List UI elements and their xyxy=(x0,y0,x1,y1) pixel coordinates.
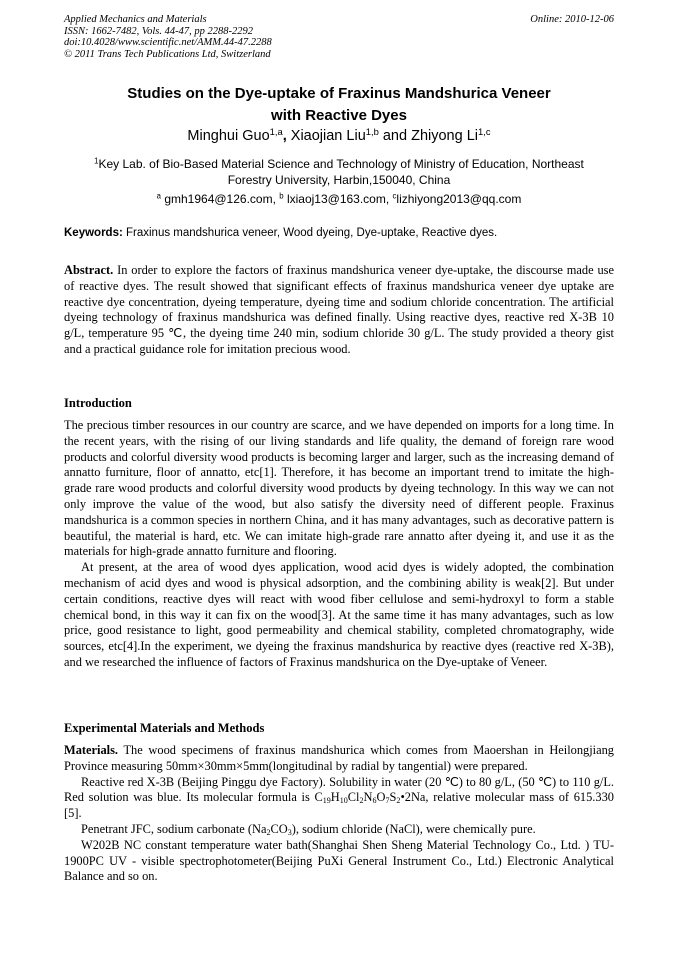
copyright-line: © 2011 Trans Tech Publications Ltd, Switzerland xyxy=(64,48,271,60)
paragraph-tail: •2Na, relative molecular mass of 615.330 [5]. xyxy=(64,790,614,821)
author-separator: , xyxy=(282,128,291,144)
email-list xyxy=(40,192,638,206)
email-sup: a xyxy=(156,191,161,201)
author-separator: and xyxy=(378,128,412,144)
paragraph: The wood specimens of fraxinus mandshurica which comes from Maoershan in Heilongjiang Province measuring 50mm×30mm×5mm(longitudinal by radial by tangential) were prepared. xyxy=(64,743,615,773)
materials-label: Materials. xyxy=(64,743,119,757)
formula-part: CO xyxy=(270,821,288,836)
running-header xyxy=(64,14,614,60)
molecular-formula xyxy=(323,790,401,804)
abstract-label: Abstract. xyxy=(64,263,114,277)
affiliation-line-1: Key Lab. of Bio-Based Material Science and Technology of Ministry of Education, Northeast xyxy=(98,157,584,171)
email-sup: b xyxy=(279,191,284,201)
author-name: Minghui Guo xyxy=(187,128,270,144)
subscript: 3 xyxy=(287,827,292,837)
abstract xyxy=(64,263,614,358)
subscript: 6 xyxy=(372,796,377,806)
subscript: 2 xyxy=(359,796,364,806)
author-name: Zhiyong Li xyxy=(411,128,478,144)
issn-line: ISSN: 1662-7482, Vols. 44-47, pp 2288-2292 xyxy=(64,25,253,37)
email: lizhiyong2013@qq.com xyxy=(396,192,522,206)
paragraph: The precious timber resources in our country are scarce, and we have depended on imports for a long time. In the recent years, with the rising of our living standards and life quality, the demand of foreign rare wood products and colorful diversity wood products is becoming larger and larger, such as the increasing demand of annatto furniture, floor of annatto, etc[1]. Therefore, it has become an important trend to imitate the high-grade rare wood products and colorful diversity wood products by dyeing technology. In this way we can not only improve the value of the wood, but also satisfy the diversity need of different people. Fraxinus mandshurica is a common species in northern China, and it has many advantages, such as decorative pattern is beautiful, the material is hard, etc. We can imitate high-grade rare annatto after dyeing it, and use it as the materials for high-grade annatto furniture and flooring. xyxy=(64,418,614,559)
paragraph: W202B NC constant temperature water bath(Shanghai Shen Sheng Material Technology Co., Ltd. ) TU-1900PC UV - visible spectrophotometer(Beijing PuXi General Instrument Co., Ltd.) Electronic Analytical Balance and so on. xyxy=(64,837,614,884)
title-line-1: Studies on the Dye-uptake of Fraxinus Mandshurica Veneer xyxy=(127,85,551,102)
doi-line: doi:10.4028/www.scientific.net/AMM.44-47.2288 xyxy=(64,37,272,48)
formula-part: Cl xyxy=(347,790,360,805)
abstract-text: In order to explore the factors of fraxinus mandshurica veneer dye-uptake, the discourse made use of reactive dyes. The result showed that significant effects of fraxinus mandshurica veneer dye uptake are reactive dye concentration, dyeing temperature, dyeing time and sodium chloride concentration. The artificial dyeing technology of fraxinus mandshurica was defined finally. Using reactive dyes, reactive red X-3B 10 g/L, temperature 95 ℃, the dyeing time 240 min, sodium chloride 30 g/L. The study provided a theory gist and a practical guidance role for imitation precious wood. xyxy=(64,263,614,356)
keywords-label: Keywords: xyxy=(64,227,123,239)
author-list xyxy=(40,125,638,144)
subscript: 2 xyxy=(396,796,401,806)
formula-part: H xyxy=(330,790,340,805)
subscript: 7 xyxy=(385,796,390,806)
paper-title xyxy=(40,83,638,127)
section-heading-methods: Experimental Materials and Methods xyxy=(64,721,265,735)
online-date: Online: 2010-12-06 xyxy=(530,14,614,25)
paragraph: Penetrant JFC, sodium carbonate (Na xyxy=(81,821,267,836)
keywords xyxy=(64,227,614,239)
paragraph: At present, at the area of wood dyes application, wood acid dyes is widely adopted, the combination mechanism of acid dyes and wood is physical adsorption, and the combining ability is weak[2]. But under certain conditions, reactive dyes will react with wood fiber cellulose and semi-hydroxyl to form a stable chemical bond, in this way it can fix on the wood[3]. At the same time it has many advantages, such as low price, good resistance to light, good permeability and chemical stability, completed chromatography, wide sources, etc[4].In the experiment, we dyeing the fraxinus mandshurica by reactive dyes (reactive red X-3B), and we researched the influence of factors of Fraxinus mandshurica on the Dye-uptake of Veneer. xyxy=(64,560,614,669)
subscript: 2 xyxy=(266,827,271,837)
title-line-2: with Reactive Dyes xyxy=(271,107,407,124)
journal-name: Applied Mechanics and Materials xyxy=(64,14,207,25)
email-sup: c xyxy=(392,191,397,201)
email: lxiaoj13@163.com, xyxy=(286,192,393,206)
methods-body xyxy=(64,743,614,885)
introduction-body xyxy=(64,418,614,671)
author-name: Xiaojian Liu xyxy=(290,128,366,144)
affiliation xyxy=(60,156,618,188)
author-sup: 1,b xyxy=(365,125,379,137)
paragraph-tail: ), sodium chloride (NaCl), were chemically pure. xyxy=(291,821,536,836)
subscript: 19 xyxy=(322,796,331,806)
section-heading-introduction: Introduction xyxy=(64,396,132,410)
keywords-text: Fraxinus mandshurica veneer, Wood dyeing, Dye-uptake, Reactive dyes. xyxy=(126,227,498,239)
formula-part: N xyxy=(363,790,373,805)
formula-part: O xyxy=(376,790,386,805)
paragraph: Reactive red X-3B (Beijing Pinggu dye Factory). Solubility in water (20 ℃) to 80 g/L, (50 ℃) to 110 g/L. Red solution was blue. Its molecular formula is C xyxy=(64,774,614,805)
affiliation-line-2: Forestry University, Harbin,150040, China xyxy=(227,173,451,187)
email: gmh1964@126.com, xyxy=(164,192,280,206)
subscript: 10 xyxy=(339,796,348,806)
author-sup: 1,c xyxy=(478,125,491,137)
affiliation-sup: 1 xyxy=(94,156,99,166)
formula-part: S xyxy=(389,790,397,805)
author-sup: 1,a xyxy=(269,125,283,137)
